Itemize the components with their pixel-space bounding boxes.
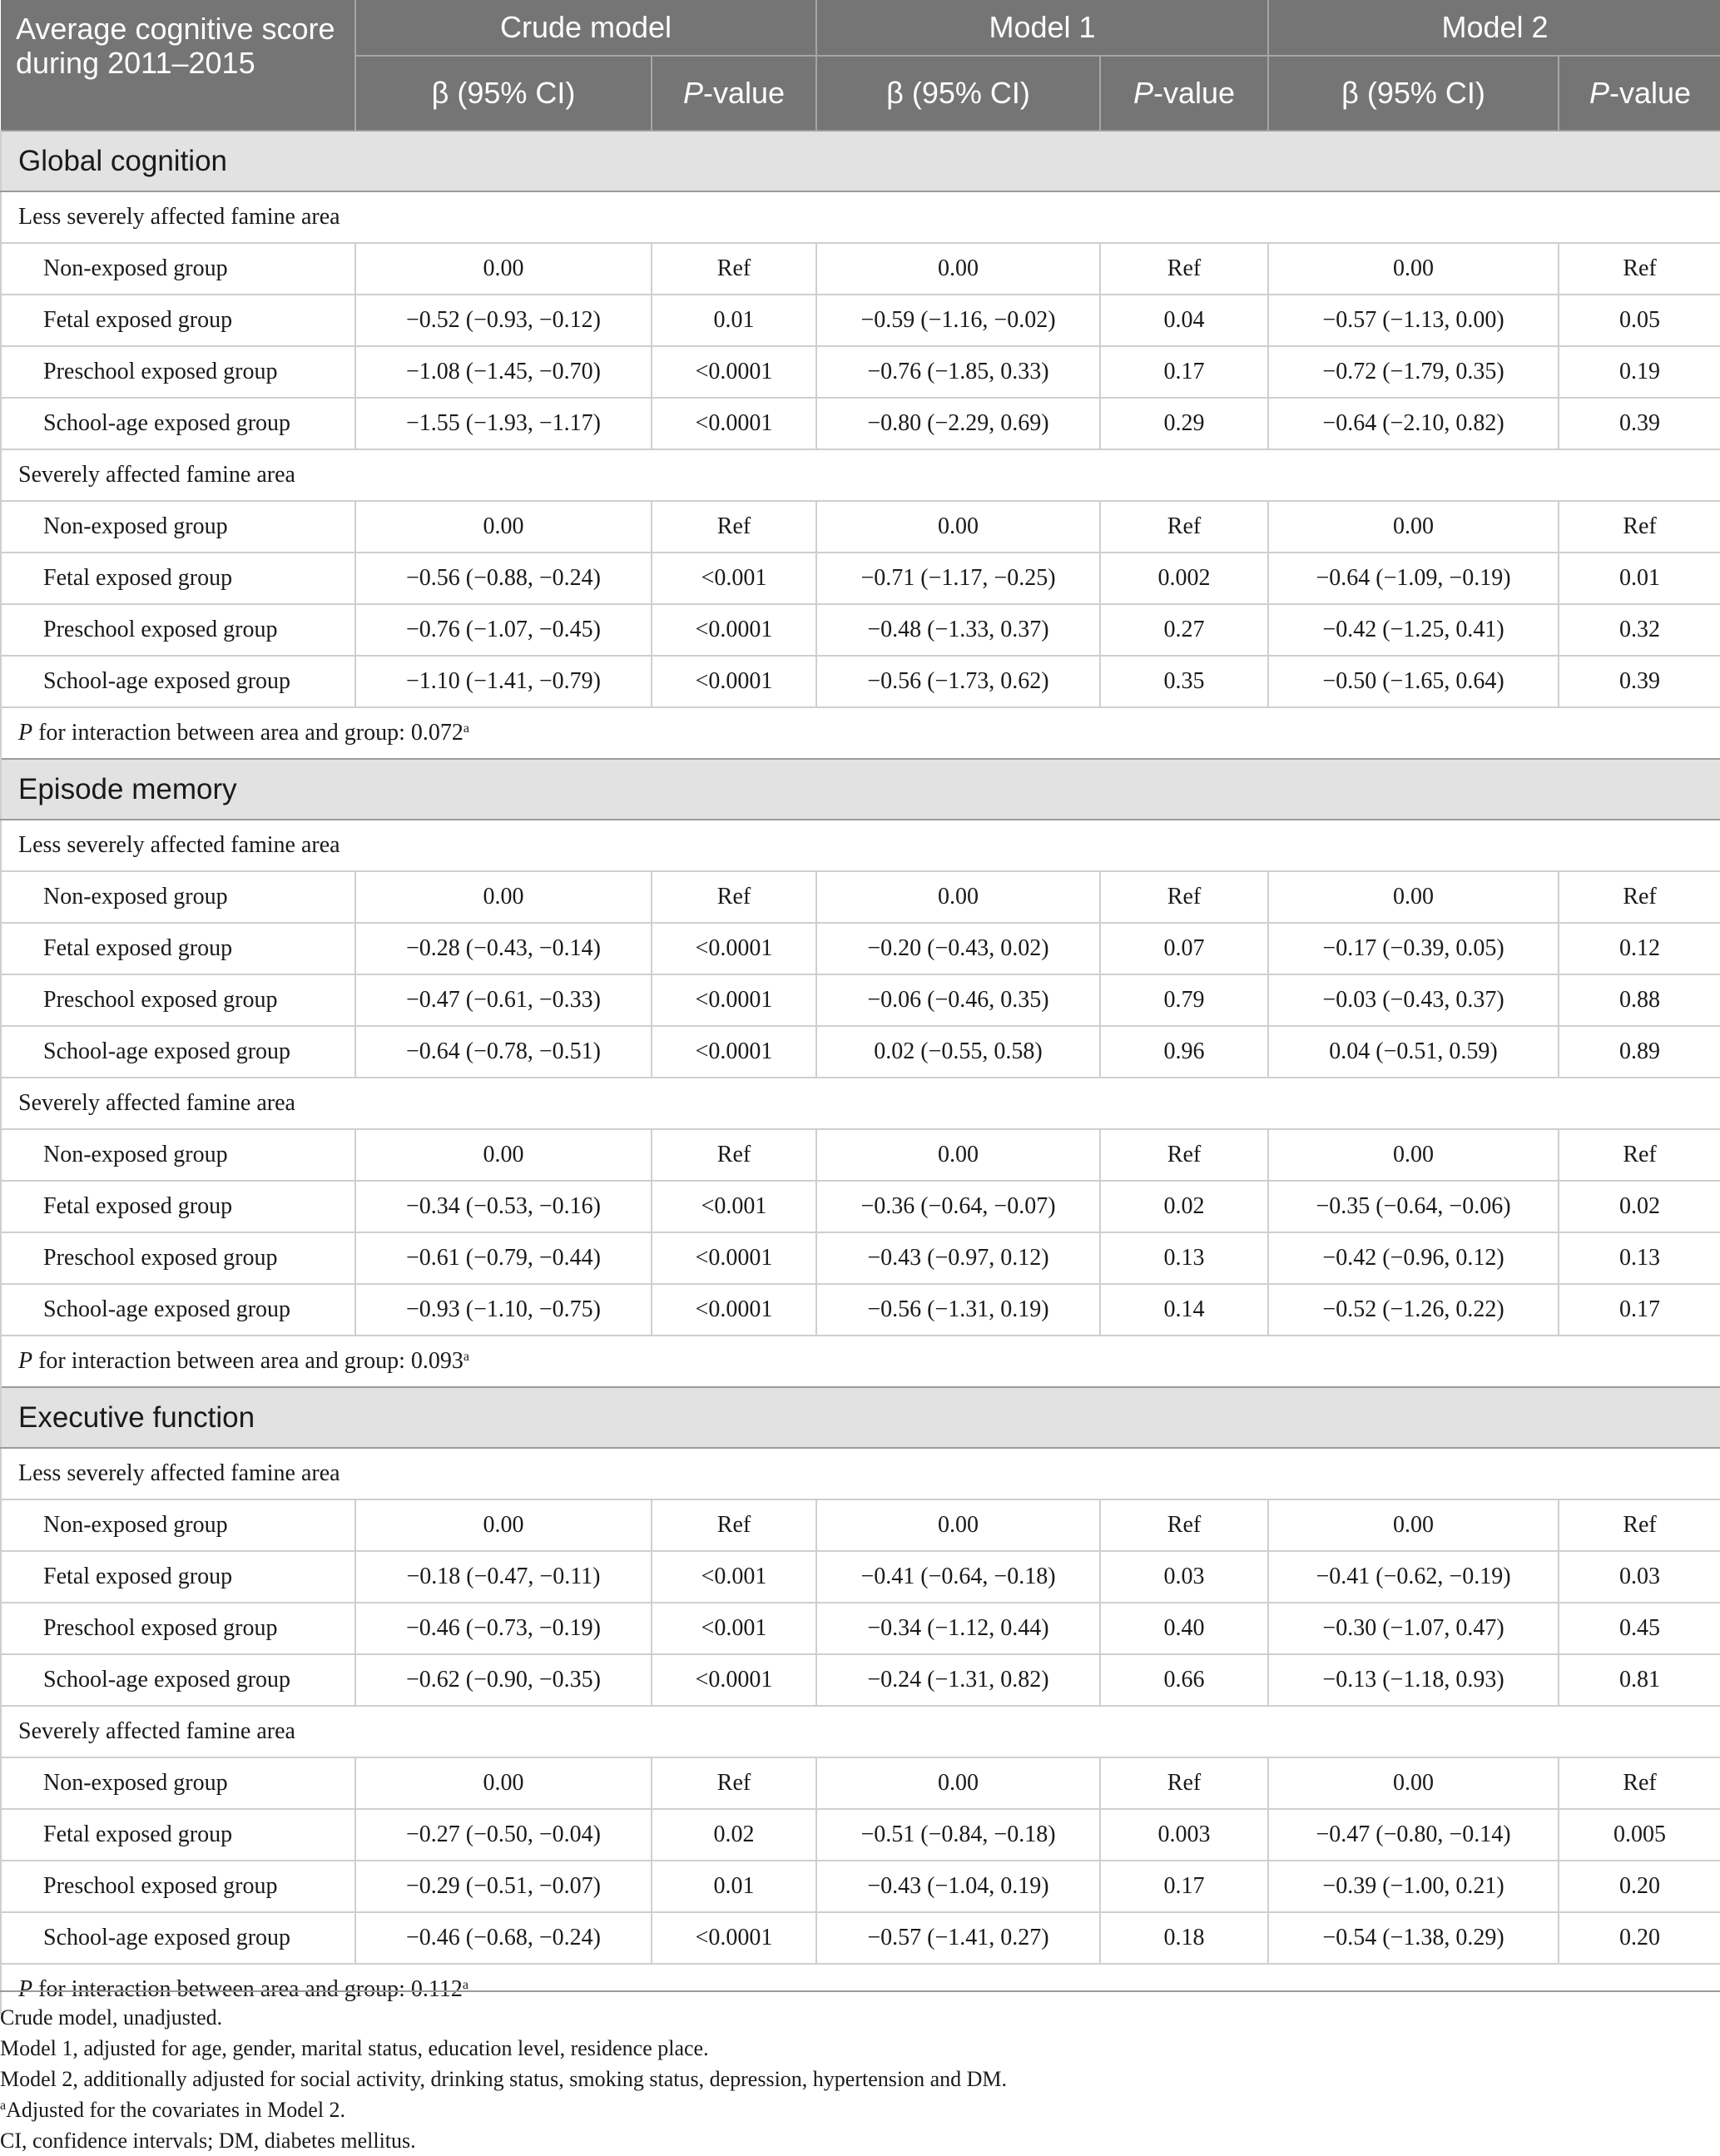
- interaction-text: for interaction between area and group: 0.072: [32, 720, 463, 746]
- p-value-cell: 0.14: [1100, 1284, 1268, 1336]
- beta-ci-cell: −0.71 (−1.17, −0.25): [816, 553, 1100, 604]
- p-value-cell: Ref: [1100, 871, 1268, 923]
- p-value-cell: Ref: [1100, 243, 1268, 295]
- p-symbol: P: [1133, 76, 1153, 110]
- beta-ci-cell: −0.43 (−0.97, 0.12): [816, 1232, 1100, 1284]
- p-value-cell: 0.45: [1559, 1603, 1720, 1654]
- p-value-cell: 0.17: [1559, 1284, 1720, 1336]
- beta-ci-cell: −0.46 (−0.68, −0.24): [355, 1912, 652, 1964]
- beta-ci-cell: 0.00: [355, 1499, 652, 1551]
- interaction-p-symbol: P: [18, 720, 33, 746]
- beta-ci-cell: −0.30 (−1.07, 0.47): [1268, 1603, 1559, 1654]
- table-row: [1, 1654, 1720, 1706]
- p-value-cell: Ref: [652, 871, 816, 923]
- beta-ci-cell: −0.51 (−0.84, −0.18): [816, 1809, 1100, 1861]
- area-row: [1, 820, 1720, 871]
- group-label: School-age exposed group: [1, 398, 355, 449]
- beta-ci-cell: 0.00: [1268, 871, 1559, 923]
- section-row: [1, 759, 1720, 820]
- table-body: [1, 131, 1720, 2015]
- area-label: Less severely affected famine area: [1, 1448, 1720, 1499]
- beta-ci-cell: −0.93 (−1.10, −0.75): [355, 1284, 652, 1336]
- p-value-cell: 0.01: [652, 295, 816, 346]
- p-value-cell: 0.02: [1100, 1181, 1268, 1232]
- group-label: Fetal exposed group: [1, 923, 355, 974]
- beta-ci-cell: −0.50 (−1.65, 0.64): [1268, 656, 1559, 707]
- p-value-cell: 0.20: [1559, 1861, 1720, 1912]
- beta-ci-cell: −0.72 (−1.79, 0.35): [1268, 346, 1559, 398]
- group-label: Fetal exposed group: [1, 1551, 355, 1603]
- group-label: Non-exposed group: [1, 243, 355, 295]
- beta-ci-cell: −0.39 (−1.00, 0.21): [1268, 1861, 1559, 1912]
- p-value-cell: <0.001: [652, 1181, 816, 1232]
- beta-ci-cell: 0.00: [816, 501, 1100, 553]
- beta-ci-cell: −0.28 (−0.43, −0.14): [355, 923, 652, 974]
- p-value-cell: <0.0001: [652, 1284, 816, 1336]
- table-row: [1, 501, 1720, 553]
- p-value-cell: 0.13: [1559, 1232, 1720, 1284]
- p-value-cell: 0.17: [1100, 346, 1268, 398]
- p-value-cell: Ref: [1100, 501, 1268, 553]
- beta-ci-cell: −0.47 (−0.80, −0.14): [1268, 1809, 1559, 1861]
- p-value-cell: 0.32: [1559, 604, 1720, 656]
- interaction-footnote-mark: a: [463, 721, 470, 736]
- beta-ci-cell: −0.76 (−1.07, −0.45): [355, 604, 652, 656]
- p-value-cell: 0.02: [652, 1809, 816, 1861]
- beta-ci-cell: −0.57 (−1.41, 0.27): [816, 1912, 1100, 1964]
- beta-ci-cell: 0.00: [355, 871, 652, 923]
- area-row: [1, 191, 1720, 243]
- table-row: [1, 1603, 1720, 1654]
- interaction-note: [1, 1336, 1720, 1387]
- beta-ci-cell: −0.64 (−2.10, 0.82): [1268, 398, 1559, 449]
- group-label: Preschool exposed group: [1, 346, 355, 398]
- p-value-cell: 0.89: [1559, 1026, 1720, 1078]
- p-value-cell: Ref: [1559, 1757, 1720, 1809]
- beta-ci-cell: 0.00: [355, 243, 652, 295]
- beta-ci-cell: 0.00: [816, 1129, 1100, 1181]
- crude-model-header: Crude model: [355, 0, 816, 56]
- p-value-cell: 0.12: [1559, 923, 1720, 974]
- p-value-cell: 0.81: [1559, 1654, 1720, 1706]
- beta-ci-header: β (95% CI): [355, 56, 652, 131]
- beta-ci-cell: −0.35 (−0.64, −0.06): [1268, 1181, 1559, 1232]
- p-value-cell: 0.005: [1559, 1809, 1720, 1861]
- interaction-footnote-mark: a: [462, 1978, 468, 1992]
- p-value-cell: <0.0001: [652, 1232, 816, 1284]
- beta-ci-cell: 0.00: [1268, 243, 1559, 295]
- area-label: Severely affected famine area: [1, 449, 1720, 501]
- p-value-cell: 0.03: [1559, 1551, 1720, 1603]
- table-row: [1, 1809, 1720, 1861]
- footnote-crude: Crude model, unadjusted.: [0, 2005, 223, 2030]
- beta-ci-cell: 0.04 (−0.51, 0.59): [1268, 1026, 1559, 1078]
- beta-ci-header: β (95% CI): [816, 56, 1100, 131]
- table-row: [1, 1551, 1720, 1603]
- interaction-row: [1, 1336, 1720, 1387]
- table-footnotes: [0, 1990, 1720, 2156]
- p-value-header: [1559, 56, 1720, 131]
- beta-ci-cell: −0.54 (−1.38, 0.29): [1268, 1912, 1559, 1964]
- beta-ci-cell: −0.76 (−1.85, 0.33): [816, 346, 1100, 398]
- p-value-suffix: -value: [702, 76, 786, 110]
- beta-ci-cell: −0.56 (−1.31, 0.19): [816, 1284, 1100, 1336]
- section-row: [1, 131, 1720, 191]
- footnote-model-1: Model 1, adjusted for age, gender, marital status, education level, residence place.: [0, 2036, 709, 2060]
- beta-ci-cell: −0.41 (−0.62, −0.19): [1268, 1551, 1559, 1603]
- beta-ci-cell: −0.43 (−1.04, 0.19): [816, 1861, 1100, 1912]
- beta-ci-cell: 0.00: [816, 1499, 1100, 1551]
- p-value-cell: <0.0001: [652, 974, 816, 1026]
- group-label: Preschool exposed group: [1, 604, 355, 656]
- area-row: [1, 449, 1720, 501]
- section-title: Executive function: [1, 1387, 1720, 1448]
- beta-ci-cell: −0.17 (−0.39, 0.05): [1268, 923, 1559, 974]
- footnote-a: [0, 2094, 1720, 2125]
- p-value-cell: 0.002: [1100, 553, 1268, 604]
- p-value-cell: 0.66: [1100, 1654, 1268, 1706]
- model-1-header: Model 1: [816, 0, 1268, 56]
- beta-ci-cell: −0.52 (−1.26, 0.22): [1268, 1284, 1559, 1336]
- p-value-cell: Ref: [1559, 871, 1720, 923]
- group-label: School-age exposed group: [1, 656, 355, 707]
- p-value-cell: Ref: [1559, 243, 1720, 295]
- beta-ci-cell: −0.59 (−1.16, −0.02): [816, 295, 1100, 346]
- group-label: Fetal exposed group: [1, 295, 355, 346]
- group-label: Non-exposed group: [1, 1757, 355, 1809]
- area-row: [1, 1078, 1720, 1129]
- p-value-cell: 0.96: [1100, 1026, 1268, 1078]
- p-value-cell: 0.04: [1100, 295, 1268, 346]
- beta-ci-cell: 0.00: [816, 871, 1100, 923]
- group-label: School-age exposed group: [1, 1284, 355, 1336]
- area-row: [1, 1448, 1720, 1499]
- p-value-cell: 0.01: [1559, 553, 1720, 604]
- beta-ci-cell: 0.00: [355, 1757, 652, 1809]
- area-label: Severely affected famine area: [1, 1706, 1720, 1757]
- p-value-cell: 0.02: [1559, 1181, 1720, 1232]
- table-row: [1, 1181, 1720, 1232]
- table-row: [1, 1232, 1720, 1284]
- p-value-cell: 0.07: [1100, 923, 1268, 974]
- p-value-cell: <0.0001: [652, 923, 816, 974]
- interaction-text: for interaction between area and group: 0.093: [32, 1348, 463, 1374]
- beta-ci-cell: 0.00: [355, 501, 652, 553]
- p-value-cell: <0.0001: [652, 1654, 816, 1706]
- table-row: [1, 346, 1720, 398]
- beta-ci-cell: −0.47 (−0.61, −0.33): [355, 974, 652, 1026]
- table-row: [1, 1026, 1720, 1078]
- group-label: Fetal exposed group: [1, 1181, 355, 1232]
- p-value-cell: <0.0001: [652, 346, 816, 398]
- table-row: [1, 656, 1720, 707]
- beta-ci-cell: −0.36 (−0.64, −0.07): [816, 1181, 1100, 1232]
- group-label: Preschool exposed group: [1, 974, 355, 1026]
- footnote-a-text: Adjusted for the covariates in Model 2.: [6, 2098, 346, 2122]
- p-value-cell: Ref: [1100, 1129, 1268, 1181]
- group-label: Fetal exposed group: [1, 553, 355, 604]
- beta-ci-cell: −0.24 (−1.31, 0.82): [816, 1654, 1100, 1706]
- p-symbol: P: [682, 76, 703, 110]
- beta-ci-cell: −1.55 (−1.93, −1.17): [355, 398, 652, 449]
- interaction-note: [1, 707, 1720, 759]
- beta-ci-cell: −0.57 (−1.13, 0.00): [1268, 295, 1559, 346]
- area-label: Less severely affected famine area: [1, 191, 1720, 243]
- beta-ci-cell: 0.00: [816, 243, 1100, 295]
- area-row: [1, 1706, 1720, 1757]
- p-value-cell: 0.003: [1100, 1809, 1268, 1861]
- table-row: [1, 1757, 1720, 1809]
- p-value-cell: 0.20: [1559, 1912, 1720, 1964]
- group-label: Preschool exposed group: [1, 1232, 355, 1284]
- table-row: [1, 871, 1720, 923]
- group-label: Non-exposed group: [1, 871, 355, 923]
- section-title: Global cognition: [1, 131, 1720, 191]
- table-row: [1, 398, 1720, 449]
- beta-ci-cell: −0.13 (−1.18, 0.93): [1268, 1654, 1559, 1706]
- beta-ci-cell: 0.00: [816, 1757, 1100, 1809]
- table-row: [1, 295, 1720, 346]
- p-value-cell: Ref: [652, 1129, 816, 1181]
- p-value-cell: 0.40: [1100, 1603, 1268, 1654]
- p-value-header: [1100, 56, 1268, 131]
- p-value-cell: 0.13: [1100, 1232, 1268, 1284]
- footnote-a-mark: a: [0, 2099, 7, 2113]
- p-value-cell: 0.03: [1100, 1551, 1268, 1603]
- group-label: Preschool exposed group: [1, 1603, 355, 1654]
- p-value-cell: <0.001: [652, 1551, 816, 1603]
- section-row: [1, 1387, 1720, 1448]
- interaction-text: for interaction between area and group: 0.112: [32, 1976, 463, 2002]
- p-value-cell: Ref: [652, 1499, 816, 1551]
- beta-ci-cell: −0.46 (−0.73, −0.19): [355, 1603, 652, 1654]
- beta-ci-cell: −0.62 (−0.90, −0.35): [355, 1654, 652, 1706]
- table-row: [1, 1912, 1720, 1964]
- table-header: [1, 0, 1720, 131]
- p-value-cell: 0.01: [652, 1861, 816, 1912]
- p-value-cell: 0.88: [1559, 974, 1720, 1026]
- group-label: Fetal exposed group: [1, 1809, 355, 1861]
- p-value-cell: <0.001: [652, 1603, 816, 1654]
- beta-ci-cell: −0.42 (−0.96, 0.12): [1268, 1232, 1559, 1284]
- beta-ci-cell: −0.61 (−0.79, −0.44): [355, 1232, 652, 1284]
- footnote-model-2: Model 2, additionally adjusted for social activity, drinking status, smoking status, depression, hypertension and DM.: [0, 2067, 1008, 2091]
- p-value-cell: Ref: [652, 243, 816, 295]
- corner-header: Average cognitive score during 2011–2015: [1, 0, 355, 131]
- p-value-cell: 0.05: [1559, 295, 1720, 346]
- area-label: Severely affected famine area: [1, 1078, 1720, 1129]
- p-value-cell: <0.0001: [652, 1026, 816, 1078]
- beta-ci-cell: −0.27 (−0.50, −0.04): [355, 1809, 652, 1861]
- p-value-cell: 0.39: [1559, 656, 1720, 707]
- beta-ci-cell: −0.34 (−0.53, −0.16): [355, 1181, 652, 1232]
- p-value-header: [652, 56, 816, 131]
- beta-ci-cell: 0.00: [1268, 501, 1559, 553]
- p-value-cell: 0.19: [1559, 346, 1720, 398]
- p-value-cell: 0.79: [1100, 974, 1268, 1026]
- beta-ci-cell: 0.02 (−0.55, 0.58): [816, 1026, 1100, 1078]
- interaction-row: [1, 707, 1720, 759]
- beta-ci-cell: −0.64 (−0.78, −0.51): [355, 1026, 652, 1078]
- beta-ci-cell: −0.03 (−0.43, 0.37): [1268, 974, 1559, 1026]
- p-value-cell: Ref: [652, 501, 816, 553]
- model-2-header: Model 2: [1268, 0, 1720, 56]
- p-value-cell: Ref: [1100, 1757, 1268, 1809]
- p-value-suffix: -value: [1153, 76, 1236, 110]
- beta-ci-cell: −0.18 (−0.47, −0.11): [355, 1551, 652, 1603]
- p-value-cell: Ref: [1559, 1499, 1720, 1551]
- beta-ci-cell: −0.34 (−1.12, 0.44): [816, 1603, 1100, 1654]
- beta-ci-cell: −0.06 (−0.46, 0.35): [816, 974, 1100, 1026]
- table-row: [1, 553, 1720, 604]
- beta-ci-cell: 0.00: [1268, 1129, 1559, 1181]
- group-label: School-age exposed group: [1, 1912, 355, 1964]
- p-value-cell: 0.27: [1100, 604, 1268, 656]
- p-value-cell: Ref: [1559, 1129, 1720, 1181]
- group-label: Non-exposed group: [1, 501, 355, 553]
- beta-ci-header: β (95% CI): [1268, 56, 1559, 131]
- p-value-cell: 0.35: [1100, 656, 1268, 707]
- table-row: [1, 243, 1720, 295]
- beta-ci-cell: 0.00: [355, 1129, 652, 1181]
- footnote-abbreviations: CI, confidence intervals; DM, diabetes mellitus.: [0, 2129, 416, 2153]
- beta-ci-cell: −0.20 (−0.43, 0.02): [816, 923, 1100, 974]
- table-row: [1, 974, 1720, 1026]
- interaction-footnote-mark: a: [463, 1350, 470, 1364]
- p-value-cell: Ref: [652, 1757, 816, 1809]
- p-value-cell: <0.0001: [652, 1912, 816, 1964]
- p-value-cell: Ref: [1559, 501, 1720, 553]
- interaction-p-symbol: P: [18, 1976, 33, 2002]
- area-label: Less severely affected famine area: [1, 820, 1720, 871]
- beta-ci-cell: 0.00: [1268, 1757, 1559, 1809]
- group-label: Preschool exposed group: [1, 1861, 355, 1912]
- table-row: [1, 923, 1720, 974]
- beta-ci-cell: −0.48 (−1.33, 0.37): [816, 604, 1100, 656]
- group-label: School-age exposed group: [1, 1026, 355, 1078]
- p-value-cell: 0.18: [1100, 1912, 1268, 1964]
- p-value-cell: 0.17: [1100, 1861, 1268, 1912]
- group-label: Non-exposed group: [1, 1129, 355, 1181]
- table-row: [1, 1129, 1720, 1181]
- table-row: [1, 1861, 1720, 1912]
- beta-ci-cell: −0.29 (−0.51, −0.07): [355, 1861, 652, 1912]
- group-label: School-age exposed group: [1, 1654, 355, 1706]
- beta-ci-cell: −1.08 (−1.45, −0.70): [355, 346, 652, 398]
- p-value-cell: <0.0001: [652, 604, 816, 656]
- group-label: Non-exposed group: [1, 1499, 355, 1551]
- beta-ci-cell: −1.10 (−1.41, −0.79): [355, 656, 652, 707]
- table-row: [1, 1499, 1720, 1551]
- p-value-cell: <0.0001: [652, 398, 816, 449]
- p-symbol: P: [1589, 76, 1610, 110]
- p-value-cell: 0.39: [1559, 398, 1720, 449]
- beta-ci-cell: −0.56 (−0.88, −0.24): [355, 553, 652, 604]
- p-value-cell: <0.001: [652, 553, 816, 604]
- beta-ci-cell: 0.00: [1268, 1499, 1559, 1551]
- beta-ci-cell: −0.80 (−2.29, 0.69): [816, 398, 1100, 449]
- table-row: [1, 1284, 1720, 1336]
- beta-ci-cell: −0.41 (−0.64, −0.18): [816, 1551, 1100, 1603]
- table-row: [1, 604, 1720, 656]
- section-title: Episode memory: [1, 759, 1720, 820]
- interaction-p-symbol: P: [18, 1348, 33, 1374]
- p-value-cell: 0.29: [1100, 398, 1268, 449]
- beta-ci-cell: −0.64 (−1.09, −0.19): [1268, 553, 1559, 604]
- beta-ci-cell: −0.42 (−1.25, 0.41): [1268, 604, 1559, 656]
- beta-ci-cell: −0.52 (−0.93, −0.12): [355, 295, 652, 346]
- p-value-cell: Ref: [1100, 1499, 1268, 1551]
- beta-ci-cell: −0.56 (−1.73, 0.62): [816, 656, 1100, 707]
- p-value-cell: <0.0001: [652, 656, 816, 707]
- p-value-suffix: -value: [1609, 76, 1692, 110]
